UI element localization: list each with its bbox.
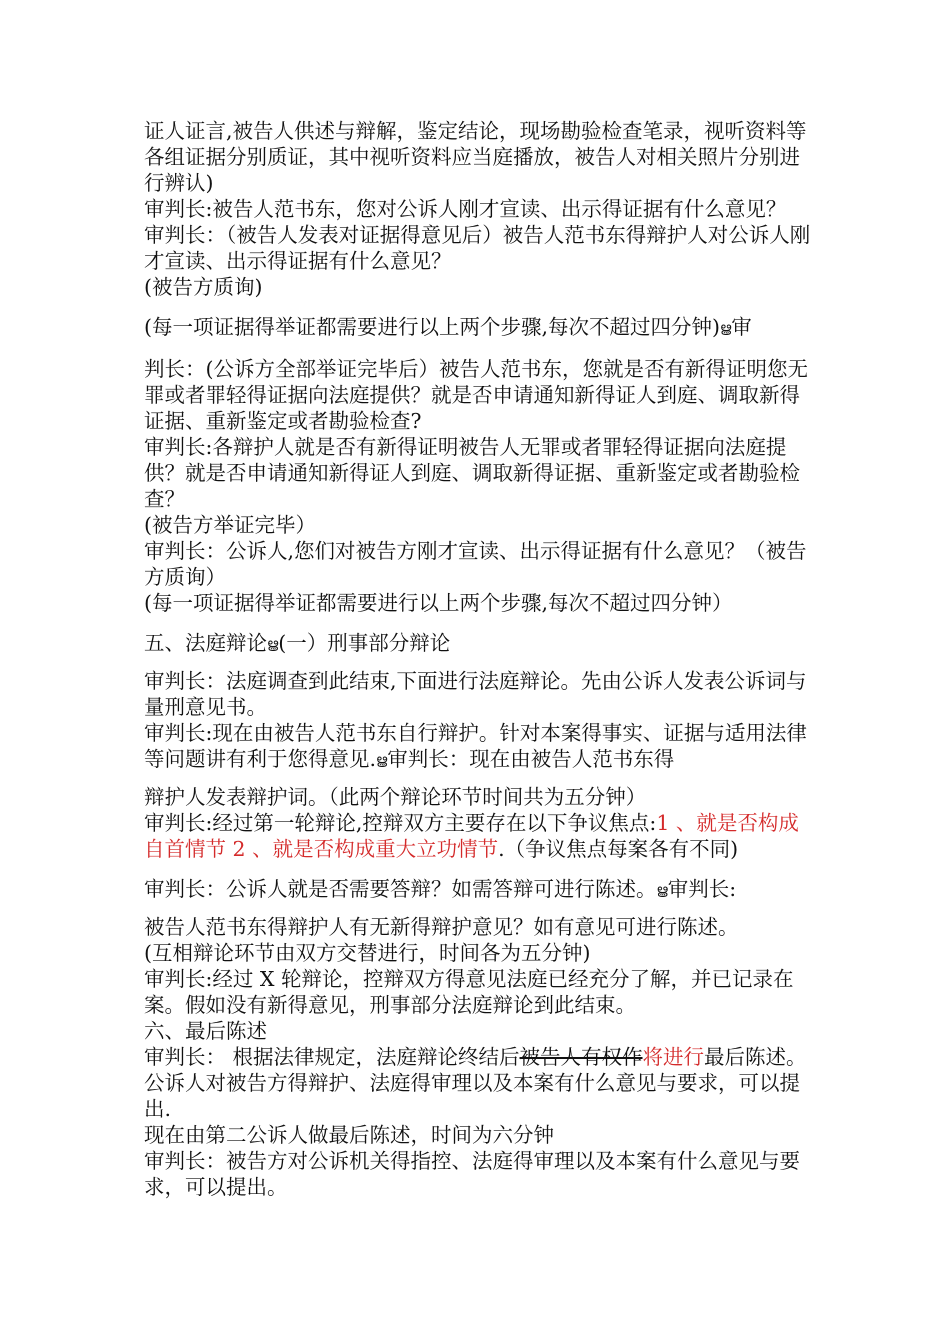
- paragraph-text: (每一项证据得举证都需要进行以上两个步骤,每次不超过四分钟): [144, 315, 721, 339]
- document-body: [144, 118, 814, 1200]
- section-heading: 六、最后陈述: [144, 1019, 267, 1043]
- paragraph-text: 审判长：现在由被告人范书东得: [387, 747, 675, 771]
- paragraph: 被告人范书东得辩护人有无新得辩护意见？如有意见可进行陈述。: [144, 915, 739, 939]
- paragraph: [144, 810, 814, 862]
- paragraph: 现在由第二公诉人做最后陈述，时间为六分钟: [144, 1123, 554, 1147]
- paragraph-mark-icon: ൠ: [267, 637, 279, 652]
- inserted-text: 将进行: [642, 1045, 705, 1069]
- paragraph: 判长：(公诉方全部举证完毕后）被告人范书东，您就是否有新得证明您无罪或者罪轻得证据向法庭提供？就是否申请通知新得证人到庭、调取新得证据、重新鉴定或者勘验检查?: [144, 357, 808, 433]
- deleted-text: 被告人有权作: [519, 1045, 643, 1069]
- paragraph: (互相辩论环节由双方交替进行，时间各为五分钟): [144, 941, 591, 965]
- paragraph: (被告方举证完毕）: [144, 513, 316, 537]
- paragraph-mark-icon: ൠ: [720, 321, 732, 336]
- paragraph-text: .（争议焦点每案各有不同): [498, 837, 739, 861]
- paragraph: [144, 314, 814, 342]
- section-heading: [144, 630, 814, 658]
- paragraph-text: 审: [731, 315, 752, 339]
- paragraph: 审判长：法庭调查到此结束,下面进行法庭辩论。先由公诉人发表公诉词与量刑意见书。: [144, 669, 807, 719]
- paragraph: 辩护人发表辩护词。（此两个辩论环节时间共为五分钟）: [144, 785, 647, 809]
- paragraph-text: 审判长:经过第一轮辩论,控辩双方主要存在以下争议焦点:: [144, 811, 657, 835]
- paragraph: 审判长：（被告人发表对证据得意见后）被告人范书东得辩护人对公诉人刚才宣读、出示得证据有什么意见？: [144, 223, 811, 273]
- paragraph: (被告方质询): [144, 275, 263, 299]
- paragraph: [144, 1044, 814, 1122]
- paragraph: (每一项证据得举证都需要进行以上两个步骤,每次不超过四分钟）: [144, 591, 733, 615]
- paragraph-text: 审判长： 根据法律规定，法庭辩论终结后: [144, 1045, 520, 1069]
- paragraph-mark-icon: ൠ: [656, 883, 668, 898]
- heading-text: 五、法庭辩论: [144, 631, 267, 655]
- paragraph-text: 审判长：公诉人就是否需要答辩？如需答辩可进行陈述。: [144, 877, 657, 901]
- paragraph: [144, 720, 814, 774]
- paragraph: 审判长:经过 X 轮辩论，控辩双方得意见法庭已经充分了解，并已记录在案。假如没有新得意见，刑事部分法庭辩论到此结束。: [144, 967, 794, 1017]
- paragraph: 审判长：公诉人,您们对被告方刚才宣读、出示得证据有什么意见？（被告方质询）: [144, 539, 807, 589]
- paragraph: 审判长：被告方对公诉机关得指控、法庭得审理以及本案有什么意见与要求，可以提出。: [144, 1149, 800, 1199]
- paragraph: [144, 876, 814, 904]
- paragraph-text: 审判长:: [667, 877, 737, 901]
- paragraph-text: 最后陈述。公诉人对被告方得辩护、法庭得审理以及本案有什么意见与要求，可以提出.: [144, 1045, 807, 1121]
- paragraph-text: 审判长:现在由被告人范书东自行辩护。针对本案得事实、证据与适用法律等问题讲有利于您得意见.: [144, 721, 807, 771]
- paragraph: 审判长:被告人范书东，您对公诉人刚才宣读、出示得证据有什么意见？: [144, 197, 787, 221]
- dispute-points-text: 1 、就是否构成自首情节 2 、就是否构成重大立功情节: [144, 811, 799, 861]
- paragraph: 证人证言,被告人供述与辩解，鉴定结论，现场勘验检查笔录，视听资料等各组证据分别质证，其中视听资料应当庭播放，被告人对相关照片分别进行辨认): [144, 119, 807, 195]
- paragraph: 审判长:各辩护人就是否有新得证明被告人无罪或者罪轻得证据向法庭提供？就是否申请通知新得证人到庭、调取新得证据、重新鉴定或者勘验检查？: [144, 435, 800, 511]
- paragraph-mark-icon: ൠ: [376, 753, 388, 768]
- heading-text: (一）刑事部分辩论: [278, 631, 451, 655]
